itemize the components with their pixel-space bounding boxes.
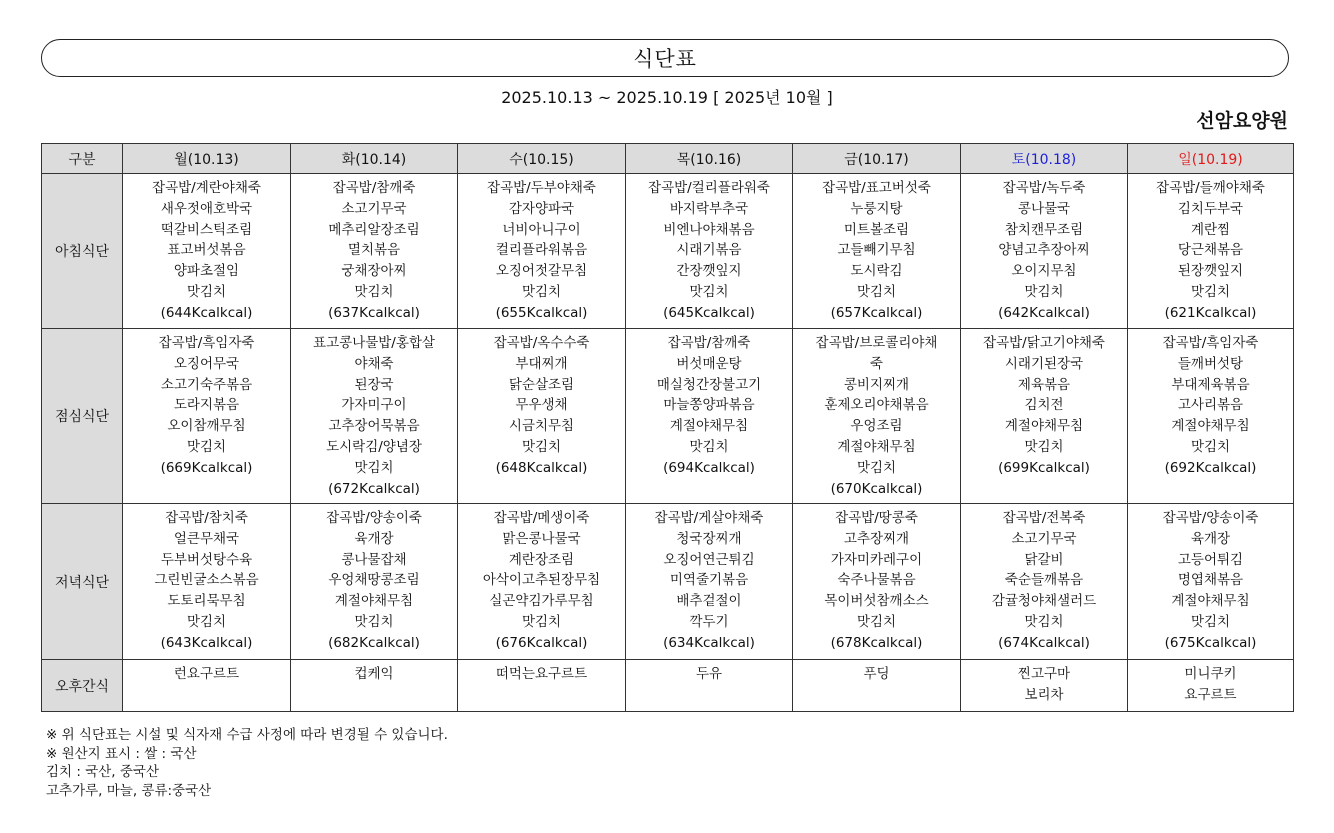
menu-item: (621Kcalkcal) <box>1164 304 1257 321</box>
menu-item: 맛김치 <box>354 613 394 630</box>
menu-item: 소고기숙주볶음 <box>160 376 253 393</box>
menu-item: 고등어튀김 <box>1177 551 1244 568</box>
meal-table <box>41 143 1294 712</box>
menu-item: 계절야채무침 <box>334 593 414 610</box>
menu-item: 표고콩나물밥/홍합살 <box>313 335 435 351</box>
menu-item: 잡곡밥/두부야채죽 <box>487 180 596 196</box>
menu-item: 맛김치 <box>856 459 897 476</box>
menu-item: 맛김치 <box>689 283 729 300</box>
menu-item: (672Kcalkcal) <box>328 480 420 497</box>
menu-item: 잡곡밥/표고버섯죽 <box>822 180 931 196</box>
menu-item: 계절야채무침 <box>669 418 749 435</box>
menu-item: 배추겉절이 <box>676 593 742 610</box>
menu-item: 시래기된장국 <box>1004 355 1084 372</box>
page-title: 식단표 <box>41 39 1289 77</box>
menu-item: 소고기무국 <box>341 200 407 217</box>
menu-cell <box>793 504 961 660</box>
menu-item: 새우젓애호박국 <box>160 200 253 217</box>
menu-item: 궁채장아찌 <box>341 263 407 280</box>
menu-item: 감자양파국 <box>508 200 575 217</box>
menu-item: 푸딩 <box>863 666 890 682</box>
menu-item: 잡곡밥/들깨야채죽 <box>1156 180 1265 196</box>
menu-item: 오징어젓갈무침 <box>495 263 588 280</box>
menu-item: 맛김치 <box>1190 613 1231 630</box>
menu-item: 런요구르트 <box>173 666 240 682</box>
menu-cell <box>458 660 626 712</box>
menu-item: (634Kcalkcal) <box>663 634 755 651</box>
menu-item: 찐고구마 <box>1017 666 1071 682</box>
menu-cell <box>1128 329 1294 504</box>
menu-item: 잡곡밥/참치죽 <box>165 510 248 526</box>
menu-item: 두유 <box>695 666 723 682</box>
menu-item: 계란장조림 <box>508 551 575 568</box>
menu-item: 고추장찌개 <box>843 530 910 547</box>
menu-item: 아삭이고추된장무침 <box>482 572 601 589</box>
header-day-mon: 월(10.13) <box>123 144 291 174</box>
menu-cell <box>123 329 291 504</box>
menu-item: 된장깻잎지 <box>1177 263 1244 280</box>
menu-item: 오이참깨무침 <box>167 418 246 435</box>
menu-cell <box>123 174 291 329</box>
menu-item: 맛김치 <box>856 283 897 300</box>
note-line: 고추가루, 마늘, 콩류:중국산 <box>46 782 212 799</box>
menu-item: 도라지볶음 <box>173 397 240 414</box>
menu-item: 잡곡밥/전복죽 <box>1002 510 1086 526</box>
menu-item: 고추장어묵볶음 <box>328 418 420 435</box>
menu-item: 컬리플라워볶음 <box>495 242 588 259</box>
menu-item: 표고버섯볶음 <box>167 242 246 259</box>
menu-item: 제육볶음 <box>1017 376 1071 393</box>
menu-item: 훈제오리야채볶음 <box>824 397 929 414</box>
menu-item: 너비아니구이 <box>502 221 581 238</box>
menu-item: 깍두기 <box>689 613 729 630</box>
menu-item: (675Kcalkcal) <box>1164 634 1257 651</box>
menu-item: 잡곡밥/땅콩죽 <box>835 510 918 526</box>
menu-cell <box>291 504 458 660</box>
menu-item: 얼큰무채국 <box>173 530 240 547</box>
menu-item: 맛김치 <box>186 438 227 455</box>
menu-cell <box>793 174 961 329</box>
menu-item: 오징어무국 <box>173 355 240 372</box>
menu-item: 계절야채무침 <box>1004 418 1084 435</box>
menu-item: 맛김치 <box>521 613 562 630</box>
menu-item: 잡곡밥/메생이죽 <box>493 510 590 526</box>
menu-item: 잡곡밥/참깨죽 <box>667 335 751 351</box>
menu-cell <box>1128 174 1294 329</box>
menu-item: 들깨버섯탕 <box>1177 355 1244 372</box>
menu-item: 잡곡밥/흑임자죽 <box>158 335 255 351</box>
header-day-thu: 목(10.16) <box>626 144 793 174</box>
menu-item: 맛김치 <box>1190 438 1231 455</box>
menu-item: 잡곡밥/참깨죽 <box>332 180 416 196</box>
menu-item: 명엽채볶음 <box>1177 572 1244 589</box>
menu-item: 감귤청야채샐러드 <box>991 593 1097 610</box>
menu-item: (699Kcalkcal) <box>998 459 1090 476</box>
menu-item: 버섯매운탕 <box>676 355 742 372</box>
menu-item: 잡곡밥/양송이죽 <box>326 510 422 526</box>
header-day-fri: 금(10.17) <box>793 144 961 174</box>
menu-item: (678Kcalkcal) <box>830 634 923 651</box>
header-day-wed: 수(10.15) <box>458 144 626 174</box>
note-line: 김치 : 국산, 중국산 <box>46 764 160 781</box>
menu-item: 마늘쫑양파볶음 <box>663 397 755 414</box>
menu-item: 참치캔무조림 <box>1004 221 1084 238</box>
menu-item: 맛김치 <box>521 283 562 300</box>
meal-label: 저녁식단 <box>42 504 123 660</box>
menu-item: 당근채볶음 <box>1177 242 1244 259</box>
menu-item: 컵케익 <box>354 666 394 682</box>
menu-item: 잡곡밥/녹두죽 <box>1002 180 1086 196</box>
menu-cell <box>458 174 626 329</box>
menu-item: 숙주나물볶음 <box>837 572 916 589</box>
header-day-sat: 토(10.18) <box>961 144 1128 174</box>
menu-cell <box>626 660 793 712</box>
menu-item: 떡갈비스틱조림 <box>160 221 253 238</box>
menu-item: (694Kcalkcal) <box>663 459 755 476</box>
menu-item: 우엉조림 <box>850 418 903 435</box>
menu-item: 보리차 <box>1024 686 1064 703</box>
menu-cell <box>961 174 1128 329</box>
meal-row-snack <box>42 660 1294 712</box>
menu-item: 가자미구이 <box>341 397 407 414</box>
menu-item: (644Kcalkcal) <box>160 304 253 321</box>
menu-item: 누룽지탕 <box>850 200 903 217</box>
menu-item: 시금치무침 <box>508 418 575 435</box>
menu-item: (648Kcalkcal) <box>495 459 588 476</box>
menu-item: 잡곡밥/옥수수죽 <box>493 335 590 351</box>
header-row <box>42 144 1294 174</box>
menu-item: 우엉채땅콩조림 <box>328 572 420 589</box>
menu-item: 요구르트 <box>1184 686 1237 703</box>
meal-label: 아침식단 <box>42 174 123 329</box>
menu-cell <box>961 660 1128 712</box>
menu-item: (645Kcalkcal) <box>663 304 755 321</box>
menu-item: 소고기무국 <box>1011 530 1077 547</box>
menu-cell <box>626 504 793 660</box>
menu-item: 맛김치 <box>689 438 729 455</box>
menu-item: 가자미카레구이 <box>830 551 923 568</box>
menu-cell <box>123 504 291 660</box>
menu-cell <box>458 504 626 660</box>
menu-item: 양념고추장아찌 <box>998 242 1090 259</box>
meal-label: 오후간식 <box>42 660 123 712</box>
menu-item: 도시락김/양념장 <box>326 438 422 455</box>
menu-item: 맛김치 <box>856 613 897 630</box>
menu-item: 미트볼조림 <box>843 221 910 238</box>
menu-item: 도시락김 <box>850 263 903 280</box>
meal-row-lunch <box>42 329 1294 504</box>
menu-item: 계란찜 <box>1190 221 1231 238</box>
menu-item: 두부버섯탕수육 <box>160 551 253 568</box>
menu-cell <box>123 660 291 712</box>
menu-item: 간장깻잎지 <box>676 263 742 280</box>
meal-row-dinner <box>42 504 1294 660</box>
menu-item: 맑은콩나물국 <box>502 530 581 547</box>
meal-label: 점심식단 <box>42 329 123 504</box>
menu-item: 김치전 <box>1024 397 1064 414</box>
menu-item: 콩비지찌개 <box>843 376 910 393</box>
menu-item: 맛김치 <box>354 283 394 300</box>
menu-cell <box>291 174 458 329</box>
menu-cell <box>793 329 961 504</box>
menu-item: 계절야채무침 <box>837 438 916 455</box>
menu-item: 고사리볶음 <box>1177 397 1244 414</box>
menu-item: 맛김치 <box>1024 283 1064 300</box>
menu-item: 미니쿠키 <box>1184 666 1237 682</box>
menu-item: 목이버섯참깨소스 <box>824 593 929 610</box>
menu-item: 닭갈비 <box>1024 551 1064 568</box>
menu-item: 부대찌개 <box>515 355 568 372</box>
menu-item: 김치두부국 <box>1177 200 1244 217</box>
menu-item: (669Kcalkcal) <box>160 459 253 476</box>
menu-item: 야채죽 <box>354 355 394 372</box>
menu-item: 육개장 <box>354 530 394 547</box>
menu-cell <box>961 329 1128 504</box>
menu-item: (670Kcalkcal) <box>830 480 923 497</box>
menu-item: 죽순들깨볶음 <box>1004 572 1084 589</box>
menu-item: 부대제육볶음 <box>1171 376 1250 393</box>
menu-item: 맛김치 <box>1024 438 1064 455</box>
menu-item: 도토리묵무침 <box>167 593 246 610</box>
meal-row-breakfast <box>42 174 1294 329</box>
notes <box>46 726 448 800</box>
menu-item: 청국장찌개 <box>676 530 742 547</box>
menu-item: 맛김치 <box>521 438 562 455</box>
menu-item: 고들빼기무침 <box>837 242 916 259</box>
menu-item: 그린빈굴소스볶음 <box>154 572 259 589</box>
menu-item: (642Kcalkcal) <box>998 304 1090 321</box>
menu-item: 잡곡밥/양송이죽 <box>1162 510 1259 526</box>
menu-item: 육개장 <box>1190 530 1231 547</box>
menu-item: 오징어연근튀김 <box>663 551 755 568</box>
menu-cell <box>1128 660 1294 712</box>
menu-item: (674Kcalkcal) <box>998 634 1090 651</box>
menu-item: 죽 <box>869 355 884 372</box>
header-day-sun: 일(10.19) <box>1128 144 1294 174</box>
menu-item: 맛김치 <box>186 613 227 630</box>
menu-item: 맛김치 <box>186 283 227 300</box>
date-range: 2025.10.13 ~ 2025.10.19 [ 2025년 10월 ] <box>501 88 833 107</box>
menu-cell <box>961 504 1128 660</box>
note-line: ※ 위 식단표는 시설 및 식자재 수급 사정에 따라 변경될 수 있습니다. <box>46 727 448 743</box>
menu-item: (692Kcalkcal) <box>1164 459 1257 476</box>
menu-item: 맛김치 <box>354 459 394 476</box>
menu-item: 메추리알장조림 <box>328 221 420 238</box>
menu-item: 미역줄기볶음 <box>669 572 749 589</box>
menu-item: 비엔나야채볶음 <box>663 221 755 238</box>
menu-item: 양파초절임 <box>173 263 240 280</box>
menu-item: 닭순살조림 <box>508 376 575 393</box>
menu-item: 맛김치 <box>1024 613 1064 630</box>
menu-item: (643Kcalkcal) <box>160 634 253 651</box>
menu-cell <box>1128 504 1294 660</box>
menu-item: 잡곡밥/게살야채죽 <box>654 510 764 526</box>
facility-name: 선암요양원 <box>1196 110 1288 132</box>
menu-cell <box>626 329 793 504</box>
menu-item: 오이지무침 <box>1011 263 1077 280</box>
menu-cell <box>626 174 793 329</box>
menu-item: (657Kcalkcal) <box>830 304 923 321</box>
menu-item: (682Kcalkcal) <box>328 634 420 651</box>
menu-cell <box>291 329 458 504</box>
menu-item: 맛김치 <box>1190 283 1231 300</box>
header-corner: 구분 <box>42 144 123 174</box>
menu-item: 멸치볶음 <box>347 242 401 259</box>
menu-item: 떠먹는요구르트 <box>495 666 588 682</box>
note-line: ※ 원산지 표시 : 쌀 : 국산 <box>46 745 197 762</box>
menu-item: 잡곡밥/흑임자죽 <box>1162 335 1259 351</box>
menu-cell <box>291 660 458 712</box>
menu-item: 잡곡밥/브로콜리야채 <box>815 335 938 351</box>
menu-item: 된장국 <box>354 376 394 393</box>
menu-item: 콩나물잡채 <box>341 551 407 568</box>
menu-cell <box>458 329 626 504</box>
menu-item: (655Kcalkcal) <box>495 304 588 321</box>
menu-item: 잡곡밥/컬리플라워죽 <box>648 180 770 196</box>
menu-item: 잡곡밥/닭고기야채죽 <box>983 335 1105 351</box>
menu-item: 실곤약김가루무침 <box>489 593 594 610</box>
menu-item: 계절야채무침 <box>1171 418 1250 435</box>
menu-item: 계절야채무침 <box>1171 593 1250 610</box>
menu-item: 잡곡밥/계란야채죽 <box>152 180 261 196</box>
menu-item: (676Kcalkcal) <box>495 634 588 651</box>
menu-item: 콩나물국 <box>1017 200 1071 217</box>
menu-cell <box>793 660 961 712</box>
header-day-tue: 화(10.14) <box>291 144 458 174</box>
menu-item: (637Kcalkcal) <box>328 304 420 321</box>
menu-item: 매실청간장불고기 <box>656 376 762 393</box>
menu-item: 시래기볶음 <box>676 242 742 259</box>
menu-item: 바지락부추국 <box>669 200 749 217</box>
menu-item: 무우생채 <box>515 397 568 414</box>
